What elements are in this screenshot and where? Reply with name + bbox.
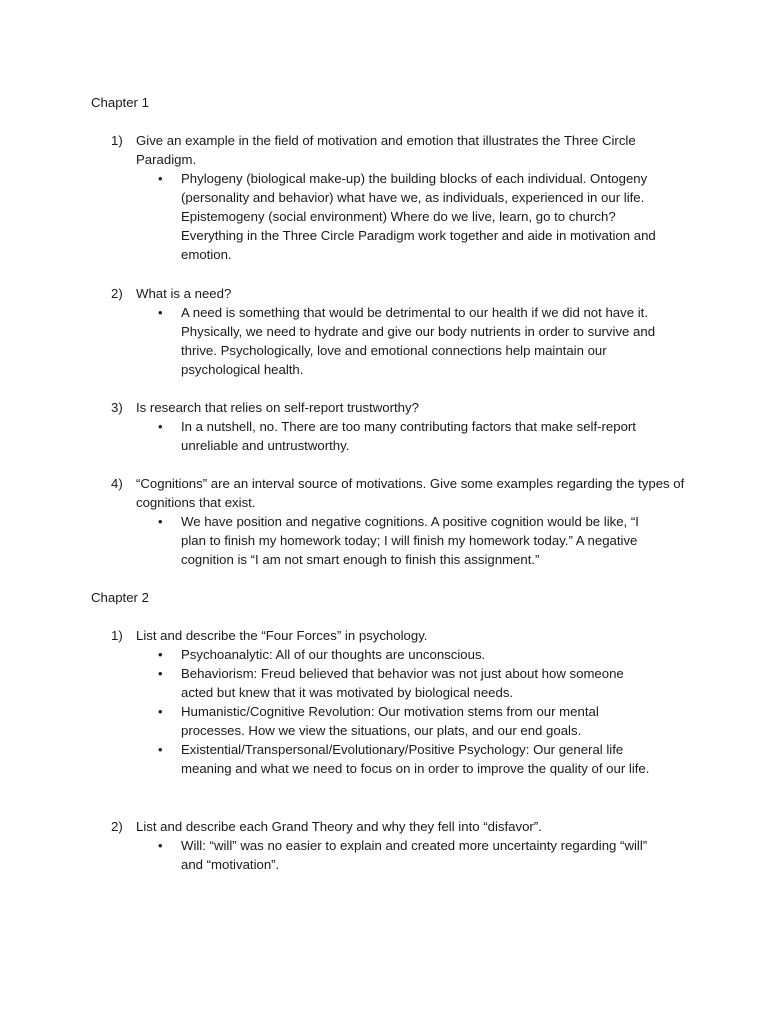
- answer-item: [156, 303, 659, 379]
- question-text: “Cognitions” are an interval source of motivations. Give some examples regarding the types of cognitions that exist.: [136, 476, 685, 510]
- answer-list: [156, 645, 691, 778]
- answer-item: [156, 740, 659, 778]
- answer-text: Psychoanalytic: All of our thoughts are unconscious.: [181, 647, 486, 662]
- answer-item: [156, 836, 659, 874]
- answer-list: [156, 512, 691, 569]
- bullet-icon: •: [158, 514, 163, 529]
- answer-item: [156, 417, 659, 455]
- answer-text: Phylogeny (biological make-up) the building blocks of each individual. Ontogeny (personality and behavior) what have we, as individuals, experienced in our life. Epistemogeny (social environment) Where do we live, learn, go to church? Everything in the Three Circle Paradigm work together and aide in motivation and emotion.: [181, 171, 656, 262]
- chapter-1-question-2: [111, 284, 691, 379]
- question-text: Is research that relies on self-report trustworthy?: [136, 400, 419, 415]
- bullet-icon: •: [158, 171, 163, 186]
- chapter-1-question-4: [111, 474, 691, 569]
- answer-text: Existential/Transpersonal/Evolutionary/Positive Psychology: Our general life meaning and what we need to focus on in order to improve the quality of our life.: [181, 742, 650, 776]
- answer-item: [156, 512, 659, 569]
- answer-list: [156, 303, 691, 379]
- answer-list: [156, 417, 691, 455]
- bullet-icon: •: [158, 419, 163, 434]
- question-text: List and describe the “Four Forces” in psychology.: [136, 628, 428, 643]
- bullet-icon: •: [158, 647, 163, 662]
- answer-list: [156, 836, 691, 874]
- answer-text: Humanistic/Cognitive Revolution: Our motivation stems from our mental processes. How we view the situations, our plats, and our end goals.: [181, 704, 599, 738]
- answer-list: [156, 169, 691, 264]
- question-number: 1): [111, 628, 123, 643]
- answer-item: [156, 645, 659, 664]
- bullet-icon: •: [158, 305, 163, 320]
- chapter-1-heading: Chapter 1: [91, 95, 149, 110]
- answer-text: A need is something that would be detrimental to our health if we did not have it. Physically, we need to hydrate and give our body nutrients in order to survive and thrive. Psychologically, love and emotional connections help maintain our psychological health.: [181, 305, 656, 377]
- question-text: What is a need?: [136, 286, 232, 301]
- chapter-2-question-2: [111, 817, 691, 874]
- bullet-icon: •: [158, 666, 163, 681]
- answer-item: [156, 664, 659, 702]
- answer-text: We have position and negative cognitions. A positive cognition would be like, “I plan to finish my homework today; I will finish my homework today.” A negative cognition is “I am not smart enough to finish this assignment.”: [181, 514, 639, 567]
- bullet-icon: •: [158, 704, 163, 719]
- answer-text: Behaviorism: Freud believed that behavior was not just about how someone acted but knew that it was motivated by biological needs.: [181, 666, 624, 700]
- answer-item: [156, 702, 659, 740]
- chapter-2-question-1: [111, 626, 691, 778]
- question-number: 4): [111, 476, 123, 491]
- question-text: List and describe each Grand Theory and why they fell into “disfavor”.: [136, 819, 542, 834]
- question-number: 1): [111, 133, 123, 148]
- question-number: 2): [111, 819, 123, 834]
- chapter-2-heading: Chapter 2: [91, 590, 149, 605]
- bullet-icon: •: [158, 838, 163, 853]
- bullet-icon: •: [158, 742, 163, 757]
- question-number: 2): [111, 286, 123, 301]
- question-text: Give an example in the field of motivation and emotion that illustrates the Three Circle Paradigm.: [136, 133, 636, 167]
- question-number: 3): [111, 400, 123, 415]
- answer-text: Will: “will” was no easier to explain and created more uncertainty regarding “will” and “motivation”.: [181, 838, 648, 872]
- answer-item: [156, 169, 659, 264]
- chapter-1-question-3: [111, 398, 691, 455]
- answer-text: In a nutshell, no. There are too many contributing factors that make self-report unreliable and untrustworthy.: [181, 419, 636, 453]
- chapter-1-question-1: [111, 131, 691, 264]
